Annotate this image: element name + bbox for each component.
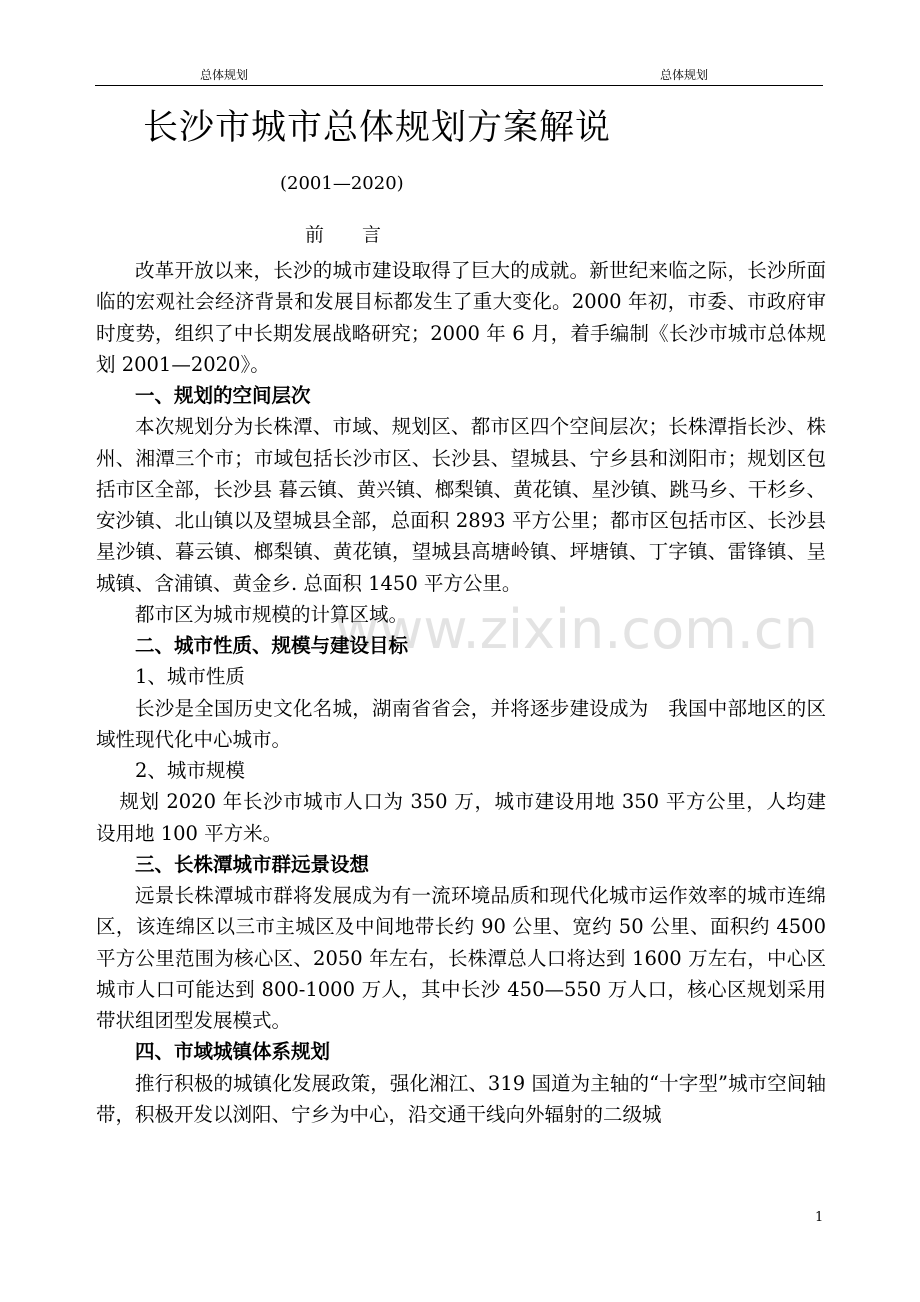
running-header-right: 总体规划 — [660, 68, 709, 82]
subheading-city-scale: 2、城市规模 — [135, 759, 245, 782]
intro-paragraph: 改革开放以来，长沙的城市建设取得了巨大的成就。新世纪来临之际，长沙所面临的宏观社会经济背景和发展目标都发生了重大变化。2000 年初，市委、市政府审时度势，组织了中长期发展战略研究；2000 年 6 月，着手编制《长沙市城市总体规划 2001—2020》。 — [96, 259, 826, 376]
paragraph-spatial-levels: 本次规划分为长株潭、市域、规划区、都市区四个空间层次；长株潭指长沙、株州、湘潭三个市；市域包括长沙市区、长沙县、望城县、宁乡县和浏阳市；规划区包括市区全部，长沙县 暮云镇、黄兴镇、榔梨镇、黄花镇、星沙镇、跳马乡、干杉乡、安沙镇、北山镇以及望城县全部，总面积 2893 平方公里；都市区包括市区、长沙县星沙镇、暮云镇、榔梨镇、黄花镇，望城县高塘岭镇、坪塘镇、丁字镇、雷锋镇、呈城镇、含浦镇、黄金乡. 总面积 1450 平方公里。 — [96, 415, 826, 595]
subheading-city-nature: 1、城市性质 — [135, 665, 245, 689]
document-title: 长沙市城市总体规划方案解说 — [143, 108, 612, 148]
section-heading-3: 三、长株潭城市群远景设想 — [135, 852, 370, 876]
section-heading-1: 一、规划的空间层次 — [135, 384, 311, 407]
section-heading-4: 四、市域城镇体系规划 — [135, 1040, 331, 1064]
preface-heading: 前言 — [305, 224, 420, 246]
page-number: 1 — [815, 1210, 824, 1225]
header-divider — [95, 85, 823, 86]
paragraph-metro-area: 都市区为城市规模的计算区域。 — [135, 602, 409, 626]
watermark: www.zixin.com.cn — [335, 598, 818, 661]
paragraph-city-nature: 长沙是全国历史文化名城，湖南省省会，并将逐步建设成为 我国中部地区的区域性现代化中心城市。 — [96, 696, 826, 751]
running-header-left: 总体规划 — [200, 68, 249, 82]
section-heading-2: 二、城市性质、规模与建设目标 — [135, 634, 409, 657]
document-subtitle: (2001—2020) — [280, 173, 404, 194]
paragraph-city-scale: 规划 2020 年长沙市城市人口为 350 万，城市建设用地 350 平方公里，人均建设用地 100 平方米。 — [96, 790, 826, 845]
paragraph-town-system: 推行积极的城镇化发展政策，强化湘江、319 国道为主轴的“十字型”城市空间轴带，积极开发以浏阳、宁乡为中心，沿交通干线向外辐射的二级城 — [96, 1071, 826, 1126]
paragraph-city-cluster: 远景长株潭城市群将发展成为有一流环境品质和现代化城市运作效率的城市连绵区，该连绵区以三市主城区及中间地带长约 90 公里、宽约 50 公里、面积约 4500 平方公里范围为核心区、2050 年左右，长株潭总人口将达到 1600 万左右，中心区城市人口可能达到 800-1000 万人，其中长沙 450—550 万人口，核心区规划采用带状组团型发展模式。 — [96, 884, 826, 1032]
document-body — [96, 255, 826, 1130]
